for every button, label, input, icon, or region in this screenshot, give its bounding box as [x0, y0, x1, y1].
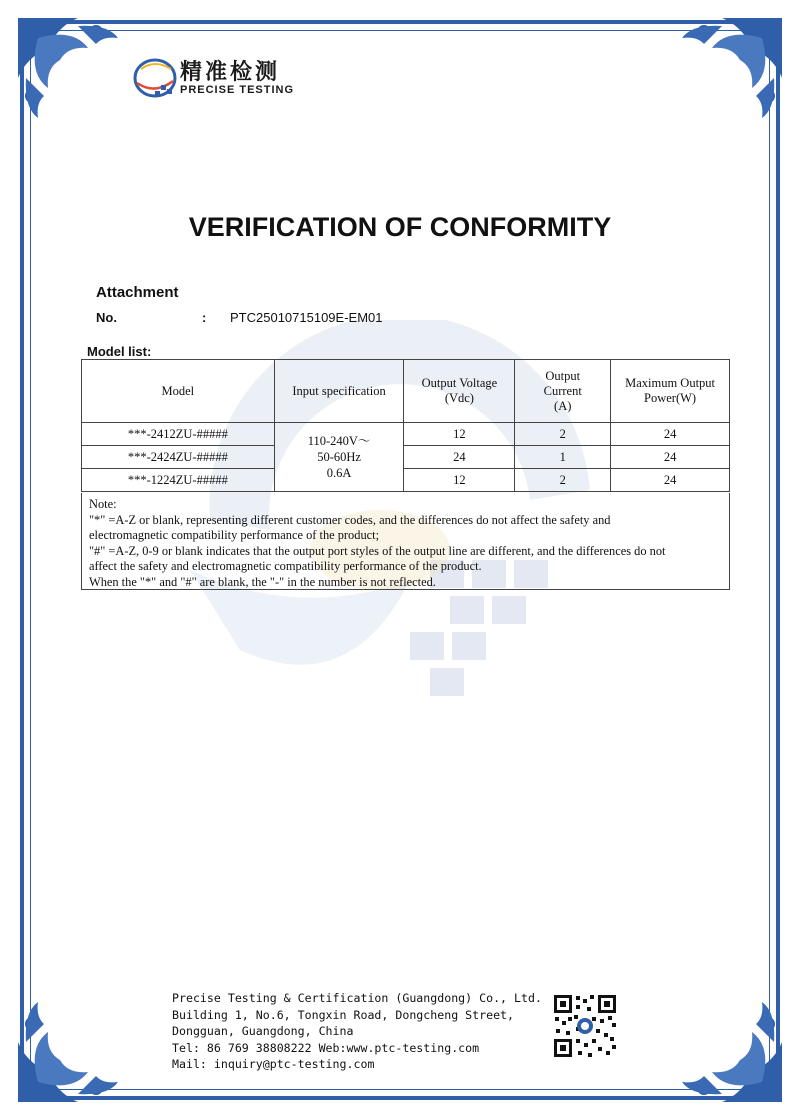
header-power-line2: Power(W): [644, 391, 697, 405]
voltage-cell: 12: [404, 469, 515, 492]
document-number-colon: :: [202, 310, 207, 325]
power-cell: 24: [611, 469, 730, 492]
header-output-voltage: [404, 360, 515, 423]
current-cell: 1: [515, 446, 611, 469]
table-row: [82, 446, 730, 469]
brand-chinese-name: 精准检测: [180, 60, 281, 85]
notes-title: Note:: [89, 497, 117, 511]
model-cell: ***-1224ZU-#####: [82, 469, 275, 492]
header-current-line2: Current: [543, 383, 582, 398]
notes-section: [81, 493, 730, 590]
company-contact: Tel: 86 769 38808222 Web:www.ptc-testing.com: [172, 1040, 480, 1055]
header-current-line1: Output: [545, 368, 581, 383]
corner-ornament-icon: [18, 992, 128, 1102]
document-number-value: PTC25010715109E-EM01: [230, 310, 383, 325]
current-cell: 2: [515, 469, 611, 492]
model-cell: ***-2424ZU-#####: [82, 446, 275, 469]
voltage-cell: 24: [404, 446, 515, 469]
model-table: [81, 359, 730, 492]
current-cell: 2: [515, 423, 611, 446]
notes-line: electromagnetic compatibility performance of the product;: [89, 528, 380, 542]
power-cell: 24: [611, 423, 730, 446]
notes-line: "*" =A-Z or blank, representing different customer codes, and the differences do not affect the safety and: [89, 512, 611, 527]
table-row: [82, 469, 730, 492]
document-number-label: No.: [96, 310, 117, 325]
corner-ornament-icon: [672, 18, 782, 128]
table-header-row: [82, 360, 730, 423]
company-footer: [172, 990, 542, 1073]
corner-ornament-icon: [672, 992, 782, 1102]
input-spec-voltage: 110-240V～: [307, 434, 371, 448]
input-spec-cell: [274, 423, 404, 492]
header-power-line1: Maximum Output: [625, 376, 716, 390]
company-address-line2: Dongguan, Guangdong, China: [172, 1024, 354, 1038]
header-output-current: [515, 360, 611, 423]
notes-line: When the "*" and "#" are blank, the "-" in the number is not reflected.: [89, 574, 436, 589]
model-cell: ***-2412ZU-#####: [82, 423, 275, 446]
company-name: Precise Testing & Certification (Guangdong) Co., Ltd.: [172, 991, 542, 1005]
voltage-cell: 12: [404, 423, 515, 446]
page-title: VERIFICATION OF CONFORMITY: [188, 212, 612, 242]
input-spec-current: 0.6A: [326, 466, 352, 480]
header-model: Model: [82, 360, 275, 423]
model-list-label: Model list:: [87, 344, 152, 359]
header-voltage-line2: (Vdc): [444, 391, 474, 405]
power-cell: 24: [611, 446, 730, 469]
header-voltage-line1: Output Voltage: [421, 376, 498, 390]
attachment-heading: Attachment: [96, 284, 179, 301]
company-email: Mail: inquiry@ptc-testing.com: [172, 1057, 375, 1071]
qr-code-icon: [552, 993, 618, 1059]
table-row: [82, 423, 730, 446]
brand-english-name: PRECISE TESTING: [180, 84, 295, 96]
notes-line: "#" =A-Z, 0-9 or blank indicates that the output port styles of the output line are different, and the differences do not: [89, 543, 666, 558]
notes-line: affect the safety and electromagnetic compatibility performance of the product.: [89, 559, 482, 573]
input-spec-frequency: 50-60Hz: [317, 450, 361, 464]
company-address-line1: Building 1, No.6, Tongxin Road, Dongcheng Street,: [172, 1007, 515, 1022]
header-input-spec: Input specification: [274, 360, 404, 423]
header-current-line3: (A): [554, 398, 572, 413]
header-max-power: [611, 360, 730, 423]
corner-ornament-icon: [18, 18, 128, 128]
